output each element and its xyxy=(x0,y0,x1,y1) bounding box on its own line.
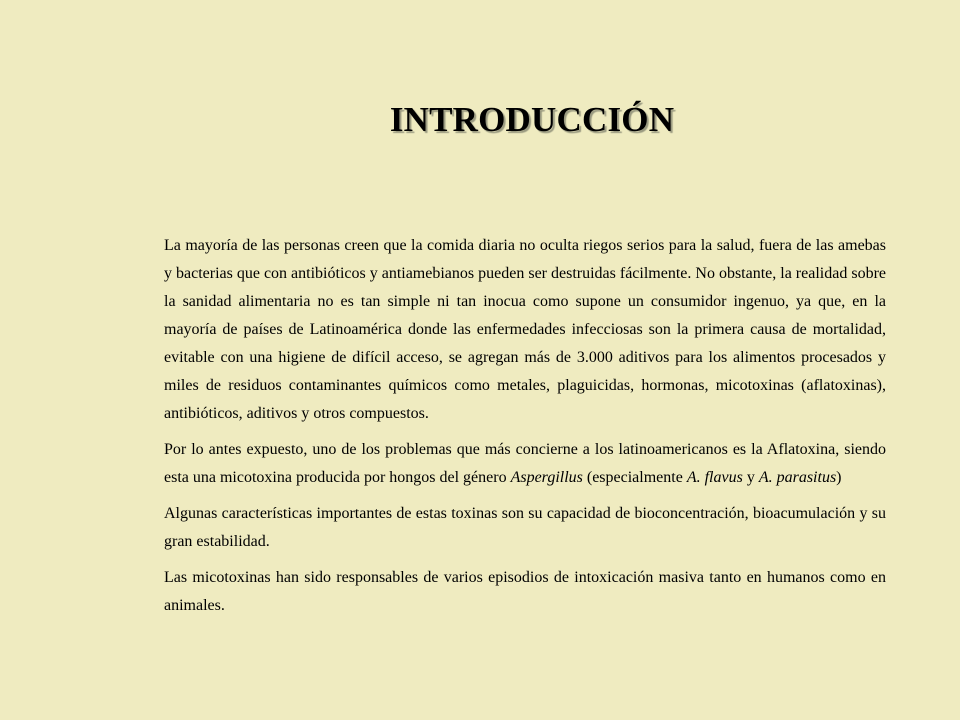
page-title: INTRODUCCIÓN xyxy=(389,100,675,139)
genus-name: Aspergillus xyxy=(510,469,583,486)
paragraph-2-text-d: ) xyxy=(836,469,842,486)
paragraph-1: La mayoría de las personas creen que la comida diaria no oculta riegos serios para la salud, fuera de las amebas y bacterias que con antibióticos y antiamebianos pueden ser destruidas fácilmente. No obstante, la realidad sobre la sanidad alimentaria no es tan simple ni tan inocua como supone un consumidor ingenuo, ya que, en la mayoría de países de Latinoamérica donde las enfermedades infecciosas son la primera causa de mortalidad, evitable con una higiene de difícil acceso, se agregan más de 3.000 aditivos para los alimentos procesados y miles de residuos contaminantes químicos como metales, plaguicidas, hormonas, micotoxinas (aflatoxinas), antibióticos, aditivos y otros compuestos. xyxy=(164,237,886,422)
paragraph-4: Las micotoxinas han sido responsables de varios episodios de intoxicación masiva tanto en humanos como en animales. xyxy=(164,569,886,614)
paragraph-2 xyxy=(164,436,886,492)
body-text xyxy=(164,232,886,628)
species-name-1: A. flavus xyxy=(686,469,743,486)
paragraph-2-text-c: y xyxy=(742,469,759,486)
paragraph-2-text-b: (especialmente xyxy=(582,469,687,486)
paragraph-3: Algunas características importantes de estas toxinas son su capacidad de bioconcentración, bioacumulación y su gran estabilidad. xyxy=(164,505,886,550)
species-name-2: A. parasitus xyxy=(758,469,837,486)
paragraph-2-text-a: Por lo antes expuesto, uno de los problemas que más concierne a los latinoamericanos es la Aflatoxina, siendo esta una micotoxina producida por hongos del género xyxy=(164,441,886,486)
